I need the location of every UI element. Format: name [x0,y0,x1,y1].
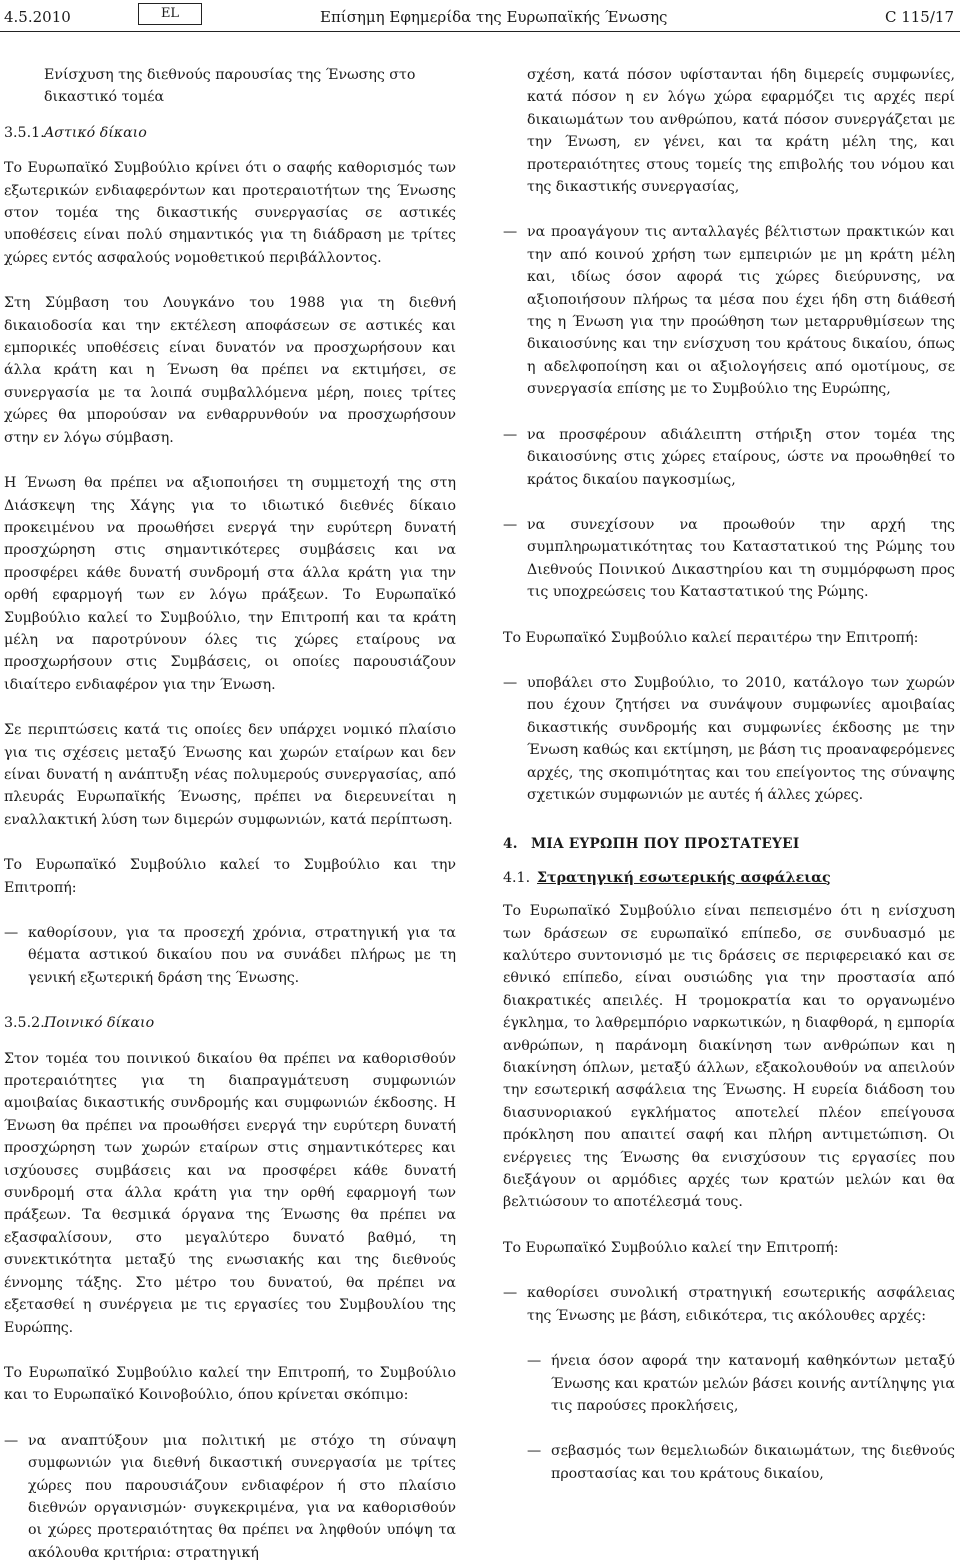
dash-marker: — [4,1432,19,1449]
language-code-box: EL [138,3,202,25]
section-number: 3.5.2. [4,1015,45,1032]
paragraph: Το Ευρωπαϊκό Συμβούλιο κρίνει ότι ο σαφής καθορισμός των εξωτερικών ενδιαφερόντων και προτεραιοτήτων της Ένωσης στον τομέα της δικαστικής συνεργασίας σε αστικές υποθέσεις είναι πολύ σημαντικός για τη διάδραση με τρίτες χώρες εντός ασφαλούς νομοθετικού περιβάλλοντος. [4,160,456,266]
paragraph: Σε περιπτώσεις κατά τις οποίες δεν υπάρχει νομικό πλαίσιο για τις σχέσεις μεταξύ Ένωσης και χωρών εταίρων και δεν είναι δυνατή η ανάπτυξη νέας πολυμερούς συνεργασίας, από πλευράς Ευρωπαϊκής Ένωσης, πρέπει να διερευνείται η εναλλακτική λύση των διμερών συμφωνιών, κατά περίπτωση. [4,722,456,828]
list-item [503,221,955,400]
list-item-text: υποβάλει στο Συμβούλιο, το 2010, κατάλογο των χωρών που έχουν ζητήσει να συνάψουν συμφωνίες αμοιβαίας δικαστικής συνδρομής και συμφωνίες έκδοσης με την Ένωση καθώς και εκτίμηση, με βάση τις προαναφερόμενες αρχές, της σκοπιμότητας και του επείγοντος της σύναψης σχετικών συμφωνιών με αυτές ή άλλες χώρες. [527,674,955,803]
paragraph: Το Ευρωπαϊκό Συμβούλιο καλεί περαιτέρω την Επιτροπή: [503,629,919,646]
journal-title: Επίσημη Εφημερίδα της Ευρωπαϊκής Ένωσης [320,8,668,26]
chapter-heading-4 [503,833,955,855]
section-title: Ποινικό δίκαιο [44,1015,155,1032]
paragraph: Η Ένωση θα πρέπει να αξιοποιήσει τη συμμετοχή της στη Διάσκεψη της Χάγης για το ιδιωτικό διεθνές δίκαιο προκειμένου να προωθήσει ενεργά την ευρύτερη δυνατή προσχώρηση στις σημαντικότερες συμβάσεις και να προσφέρει κάθε δυνατή συνδρομή στα άλλα κράτη για την ορθή εφαρμογή των εν λόγω πράξεων. Το Ευρωπαϊκό Συμβούλιο καλεί το Συμβούλιο, την Επιτροπή και τα κράτη μέλη να παροτρύνουν όλες τις χώρες εταίρους να προσχωρήσουν στις Συμβάσεις, οι οποίες παρουσιάζουν ιδιαίτερο ενδιαφέρον για την Ένωση. [4,475,456,693]
list-item-text: να προσφέρουν αδιάλειπτη στήριξη στον τομέα της δικαιοσύνης στις χώρες εταίρους, ώστε να προωθηθεί το κράτος δικαίου παγκοσμίως, [527,426,955,488]
paragraph: Το Ευρωπαϊκό Συμβούλιο καλεί το Συμβούλιο και την Επιτροπή: [4,857,456,896]
paragraph: Το Ευρωπαϊκό Συμβούλιο είναι πεπεισμένο ότι η ενίσχυση των δράσεων σε ευρωπαϊκό επίπεδο, σε συνδυασμό με καλύτερο συντονισμό με τις δράσεις σε περιφερειακό και σε εθνικό επίπεδο, είναι ουσιώδης για την προστασία από διακρατικές απειλές. Η τρομοκρατία και το οργανωμένο έγκλημα, το λαθρεμπόριο ναρκωτικών, η διαφθορά, η εμπορία ανθρώπων, η παράνομη διακίνηση των ανθρώπων και η διακίνηση όπλων, μεταξύ άλλων, εξακολουθούν να απειλούν την εσωτερική ασφάλεια της Ένωσης. Η ευρεία διάδοση του διασυνοριακού εγκλήματος αποτελεί πλέον επείγουσα πρόκληση που απαιτεί σαφή και πλήρη αντιμετώπιση. Οι ενέργειες της Ένωσης θα ενισχύσουν τις εργασίες που διεξάγουν οι αρμόδιες αρχές των κρατών μελών και θα βελτιώσουν το αποτέλεσμά τους. [503,903,955,1211]
list-item-text: να αναπτύξουν μια πολιτική με στόχο τη σύναψη συμφωνιών για διεθνή δικαστική συνεργασία με τρίτες χώρες που παρουσιάζουν ενδιαφέρον ή στο πλαίσιο διεθνών οργανισμών· συγκεκριμένα, για να καθορισθούν οι χώρες προτεραιότητας θα πρέπει να ληφθούν υπόψη τα ακόλουθα κριτήρια: στρατηγική [28,1432,456,1561]
list-item [4,1430,456,1564]
section-heading-3-5 [4,64,456,109]
section-title: Αστικό δίκαιο [44,124,147,141]
list-item-text: να προαγάγουν τις ανταλλαγές βέλτιστων πρακτικών και την από κοινού χρήση των εμπειριών με μη κράτη μέλη και, ιδίως όσον αφορά τις χώρες διεύρυνσης, να αξιοποιήσουν πλήρως τα μέσα που έχει ήδη στη διάθεσή της η Ένωση για την προώθηση των μεταρρυθμίσεων της δικαιοσύνης και την ενίσχυση του κράτους δικαίου, όπως η αδελφοποίηση και οι αξιολογήσεις από ομοτίμους, σε συνεργασία επίσης με το Συμβούλιο της Ευρώπης, [527,224,955,398]
chapter-title: ΜΙΑ ΕΥΡΩΠΗ ΠΟΥ ΠΡΟΣΤΑΤΕΥΕΙ [531,836,800,853]
sub-list-item [503,1350,955,1417]
section-title: Στρατηγική εσωτερικής ασφάλειας [537,869,831,886]
left-column [4,64,456,1564]
list-item [4,922,456,989]
dash-marker: — [527,1353,542,1370]
dash-marker: — [503,224,518,241]
dash-marker: — [503,426,518,443]
list-item [503,514,955,604]
list-item-text: καθορίσουν, για τα προσεχή χρόνια, στρατηγική για τα θέματα αστικού δικαίου που να συνάδει πλήρως με τη γενική εξωτερική δράση της Ένωσης. [28,925,456,986]
dash-marker: — [503,1285,518,1302]
list-item-text: καθορίσει συνολική στρατηγική εσωτερικής ασφάλειας της Ένωσης με βάση, ειδικότερα, τις ακόλουθες αρχές: [527,1285,955,1324]
paragraph-continued: σχέση, κατά πόσον υφίστανται ήδη διμερείς συμφωνίες, κατά πόσον η εν λόγω χώρα εφαρμόζει τις αρχές περί δικαιωμάτων του ανθρώπου, κατά πόσον συνεργάζεται με την Ένωση, εν γένει, και τα κράτη μέλη της, και προτεραιότητες στους τομείς της επιβολής του νόμου και της δικαστικής συνεργασίας, [527,67,955,196]
list-item-text: ήνεια όσον αφορά την κατανομή καθηκόντων μεταξύ Ένωσης και κρατών μελών βάσει κοινής αντίληψης για τις παρούσες προκλήσεις, [551,1353,955,1414]
section-heading-4-1 [503,867,955,889]
page-reference: C 115/17 [884,8,954,26]
list-item-text: σεβασμός των θεμελιωδών δικαιωμάτων, της διεθνούς προστασίας και του κράτους δικαίου, [551,1443,955,1482]
list-item [503,672,955,806]
section-title: Ενίσχυση της διεθνούς παρουσίας της Ένωσης στο δικαστικό τομέα [44,67,416,106]
paragraph: Στον τομέα του ποινικού δικαίου θα πρέπει να καθορισθούν προτεραιότητες για τη διαπραγμάτευση συμφωνιών αμοιβαίας δικαστικής συνδρομής και συμφωνιών έκδοσης. Η Ένωση θα πρέπει να προωθήσει ενεργά την ευρύτερη δυνατή προσχώρηση των χωρών εταίρων στις σημαντικότερες και ισχύουσες συμβάσεις και να προσφέρει κάθε δυνατή συνδρομή στα άλλα κράτη για την ορθή εφαρμογή των πράξεων. Τα θεσμικά όργανα της Ένωσης θα πρέπει να εξασφαλίσουν, στο μεγαλύτερο δυνατό βαθμό, τη συνεκτικότητα μεταξύ της ενωσιακής και της διεθνούς έννομης τάξης. Στο μέτρο του δυνατού, θα πρέπει να εξετασθεί η συνέργεια με τις εργασίες του Συμβουλίου της Ευρώπης. [4,1050,456,1336]
section-number [4,64,44,86]
section-heading-3-5-1 [4,122,456,144]
list-item [503,424,955,491]
sub-list-item [503,1440,955,1485]
chapter-number: 4. [503,836,518,853]
list-item-text: να συνεχίσουν να προωθούν την αρχή της συμπληρωματικότητας του Καταστατικού της Ρώμης του Διεθνούς Ποινικού Δικαστηρίου και τη συμμόρφωση προς τις υποχρεώσεις του Καταστατικού της Ρώμης. [527,516,955,601]
paragraph: Το Ευρωπαϊκό Συμβούλιο καλεί την Επιτροπή: [503,1239,839,1256]
dash-marker: — [527,1443,542,1460]
publication-date: 4.5.2010 [4,8,71,26]
page-header [0,6,960,28]
header-rule [0,31,960,32]
paragraph: Το Ευρωπαϊκό Συμβούλιο καλεί την Επιτροπή, το Συμβούλιο και το Ευρωπαϊκό Κοινοβούλιο, όπου κρίνεται σκόπιμο: [4,1364,456,1404]
dash-marker: — [503,674,518,691]
right-column [503,64,955,1485]
section-number: 4.1. [503,869,531,886]
dash-marker: — [4,925,19,941]
list-item [503,1282,955,1327]
paragraph: Στη Σύμβαση του Λουγκάνο του 1988 για τη διεθνή δικαιοδοσία και την εκτέλεση αποφάσεων σε αστικές και εμπορικές υποθέσεις είναι δυνατόν να προσχωρήσουν και άλλα κράτη και η Ένωση θα πρέπει να εκτιμήσει, σε συνεργασία με τα λοιπά συμβαλλόμενα μέρη, ποιες τρίτες χώρες θα μπορούσαν να ενθαρρυνθούν να προσχωρήσουν στην εν λόγω σύμβαση. [4,295,456,446]
section-number: 3.5.1. [4,124,45,141]
section-heading-3-5-2 [4,1012,456,1034]
dash-marker: — [503,516,518,533]
